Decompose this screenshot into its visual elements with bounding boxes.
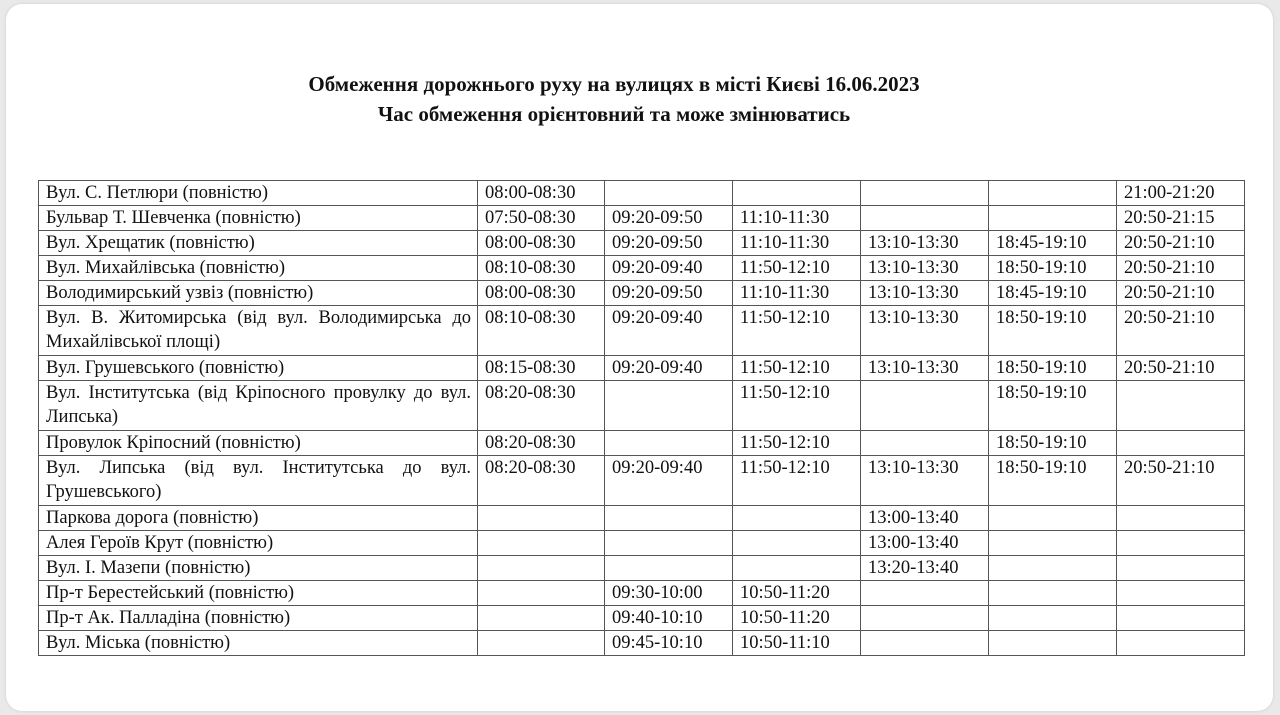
time-cell: 20:50-21:10 (1117, 256, 1245, 281)
time-cell (1117, 606, 1245, 631)
time-cell: 08:00-08:30 (478, 181, 605, 206)
time-cell: 09:45-10:10 (605, 631, 733, 656)
time-cell (989, 581, 1117, 606)
time-cell (478, 531, 605, 556)
time-cell: 18:50-19:10 (989, 306, 1117, 356)
time-cell: 11:50-12:10 (733, 381, 861, 431)
time-cell (605, 556, 733, 581)
time-cell: 11:50-12:10 (733, 431, 861, 456)
time-cell (605, 431, 733, 456)
time-cell: 08:00-08:30 (478, 281, 605, 306)
street-cell: Пр-т Ак. Палладіна (повністю) (39, 606, 478, 631)
time-cell (478, 631, 605, 656)
time-cell (1117, 431, 1245, 456)
time-cell (861, 181, 989, 206)
time-cell: 13:00-13:40 (861, 531, 989, 556)
time-cell: 11:50-12:10 (733, 456, 861, 506)
time-cell: 09:20-09:50 (605, 206, 733, 231)
time-cell: 10:50-11:20 (733, 581, 861, 606)
time-cell: 13:10-13:30 (861, 281, 989, 306)
table-row (39, 206, 1245, 231)
time-cell: 10:50-11:20 (733, 606, 861, 631)
street-cell: Вул. В. Житомирська (від вул. Володимирська до Михайлівської площі) (39, 306, 478, 356)
time-cell (861, 606, 989, 631)
time-cell: 21:00-21:20 (1117, 181, 1245, 206)
street-cell: Вул. С. Петлюри (повністю) (39, 181, 478, 206)
time-cell: 20:50-21:10 (1117, 281, 1245, 306)
street-cell: Вул. Михайлівська (повністю) (39, 256, 478, 281)
time-cell: 11:50-12:10 (733, 306, 861, 356)
time-cell: 18:50-19:10 (989, 431, 1117, 456)
time-cell: 20:50-21:10 (1117, 356, 1245, 381)
street-cell: Володимирський узвіз (повністю) (39, 281, 478, 306)
time-cell (989, 556, 1117, 581)
time-cell (1117, 506, 1245, 531)
street-cell: Бульвар Т. Шевченка (повністю) (39, 206, 478, 231)
table-row (39, 506, 1245, 531)
time-cell: 20:50-21:10 (1117, 231, 1245, 256)
time-cell: 13:10-13:30 (861, 356, 989, 381)
time-cell: 11:10-11:30 (733, 231, 861, 256)
street-cell: Вул. І. Мазепи (повністю) (39, 556, 478, 581)
time-cell: 18:50-19:10 (989, 356, 1117, 381)
table-row (39, 356, 1245, 381)
time-cell: 08:15-08:30 (478, 356, 605, 381)
time-cell: 18:50-19:10 (989, 256, 1117, 281)
time-cell: 08:00-08:30 (478, 231, 605, 256)
time-cell (989, 506, 1117, 531)
time-cell: 11:10-11:30 (733, 281, 861, 306)
time-cell (861, 381, 989, 431)
table-row (39, 631, 1245, 656)
time-cell (861, 431, 989, 456)
table-row (39, 281, 1245, 306)
time-cell: 10:50-11:10 (733, 631, 861, 656)
street-cell: Провулок Кріпосний (повністю) (39, 431, 478, 456)
time-cell (1117, 581, 1245, 606)
time-cell (1117, 556, 1245, 581)
time-cell (1117, 531, 1245, 556)
street-cell: Пр-т Берестейський (повністю) (39, 581, 478, 606)
time-cell: 09:20-09:50 (605, 281, 733, 306)
time-cell: 13:10-13:30 (861, 231, 989, 256)
time-cell: 11:50-12:10 (733, 356, 861, 381)
time-cell (478, 606, 605, 631)
table-row (39, 606, 1245, 631)
time-cell: 11:50-12:10 (733, 256, 861, 281)
time-cell (861, 631, 989, 656)
table-row (39, 556, 1245, 581)
time-cell: 20:50-21:10 (1117, 456, 1245, 506)
time-cell: 08:20-08:30 (478, 431, 605, 456)
table-row (39, 181, 1245, 206)
time-cell: 11:10-11:30 (733, 206, 861, 231)
time-cell (733, 181, 861, 206)
restrictions-table (38, 180, 1245, 656)
street-cell: Вул. Грушевського (повністю) (39, 356, 478, 381)
street-cell: Вул. Хрещатик (повністю) (39, 231, 478, 256)
time-cell: 08:10-08:30 (478, 256, 605, 281)
time-cell (989, 606, 1117, 631)
time-cell: 13:10-13:30 (861, 306, 989, 356)
street-cell: Алея Героїв Крут (повністю) (39, 531, 478, 556)
table-body (39, 181, 1245, 656)
time-cell: 13:00-13:40 (861, 506, 989, 531)
time-cell (605, 506, 733, 531)
time-cell (861, 581, 989, 606)
street-cell: Вул. Міська (повністю) (39, 631, 478, 656)
time-cell (989, 181, 1117, 206)
time-cell (733, 531, 861, 556)
time-cell: 13:10-13:30 (861, 256, 989, 281)
table-row (39, 306, 1245, 356)
time-cell (605, 381, 733, 431)
time-cell (1117, 631, 1245, 656)
time-cell: 09:40-10:10 (605, 606, 733, 631)
table-row (39, 456, 1245, 506)
time-cell: 08:10-08:30 (478, 306, 605, 356)
time-cell: 20:50-21:10 (1117, 306, 1245, 356)
time-cell: 09:20-09:40 (605, 356, 733, 381)
time-cell: 20:50-21:15 (1117, 206, 1245, 231)
time-cell (478, 581, 605, 606)
time-cell: 09:20-09:40 (605, 456, 733, 506)
time-cell (733, 556, 861, 581)
time-cell (989, 631, 1117, 656)
table-row (39, 381, 1245, 431)
document-title: Обмеження дорожнього руху на вулицях в місті Києві 16.06.2023 (308, 72, 920, 96)
table-row (39, 256, 1245, 281)
time-cell (605, 531, 733, 556)
time-cell: 18:50-19:10 (989, 456, 1117, 506)
table-row (39, 531, 1245, 556)
table-row (39, 431, 1245, 456)
time-cell (1117, 381, 1245, 431)
time-cell (989, 206, 1117, 231)
street-cell: Вул. Липська (від вул. Інститутська до вул. Грушевського) (39, 456, 478, 506)
time-cell: 08:20-08:30 (478, 456, 605, 506)
time-cell: 09:20-09:50 (605, 231, 733, 256)
table-row (39, 231, 1245, 256)
time-cell (989, 531, 1117, 556)
time-cell (605, 181, 733, 206)
time-cell: 18:45-19:10 (989, 281, 1117, 306)
time-cell (478, 556, 605, 581)
street-cell: Паркова дорога (повністю) (39, 506, 478, 531)
time-cell: 09:20-09:40 (605, 306, 733, 356)
document-subtitle: Час обмеження орієнтовний та може змінюватись (377, 102, 851, 126)
time-cell: 09:30-10:00 (605, 581, 733, 606)
time-cell: 18:50-19:10 (989, 381, 1117, 431)
time-cell: 09:20-09:40 (605, 256, 733, 281)
time-cell (733, 506, 861, 531)
time-cell (478, 506, 605, 531)
time-cell (861, 206, 989, 231)
time-cell: 13:20-13:40 (861, 556, 989, 581)
time-cell: 13:10-13:30 (861, 456, 989, 506)
time-cell: 08:20-08:30 (478, 381, 605, 431)
table-row (39, 581, 1245, 606)
time-cell: 07:50-08:30 (478, 206, 605, 231)
time-cell: 18:45-19:10 (989, 231, 1117, 256)
street-cell: Вул. Інститутська (від Кріпосного провулку до вул. Липська) (39, 381, 478, 431)
